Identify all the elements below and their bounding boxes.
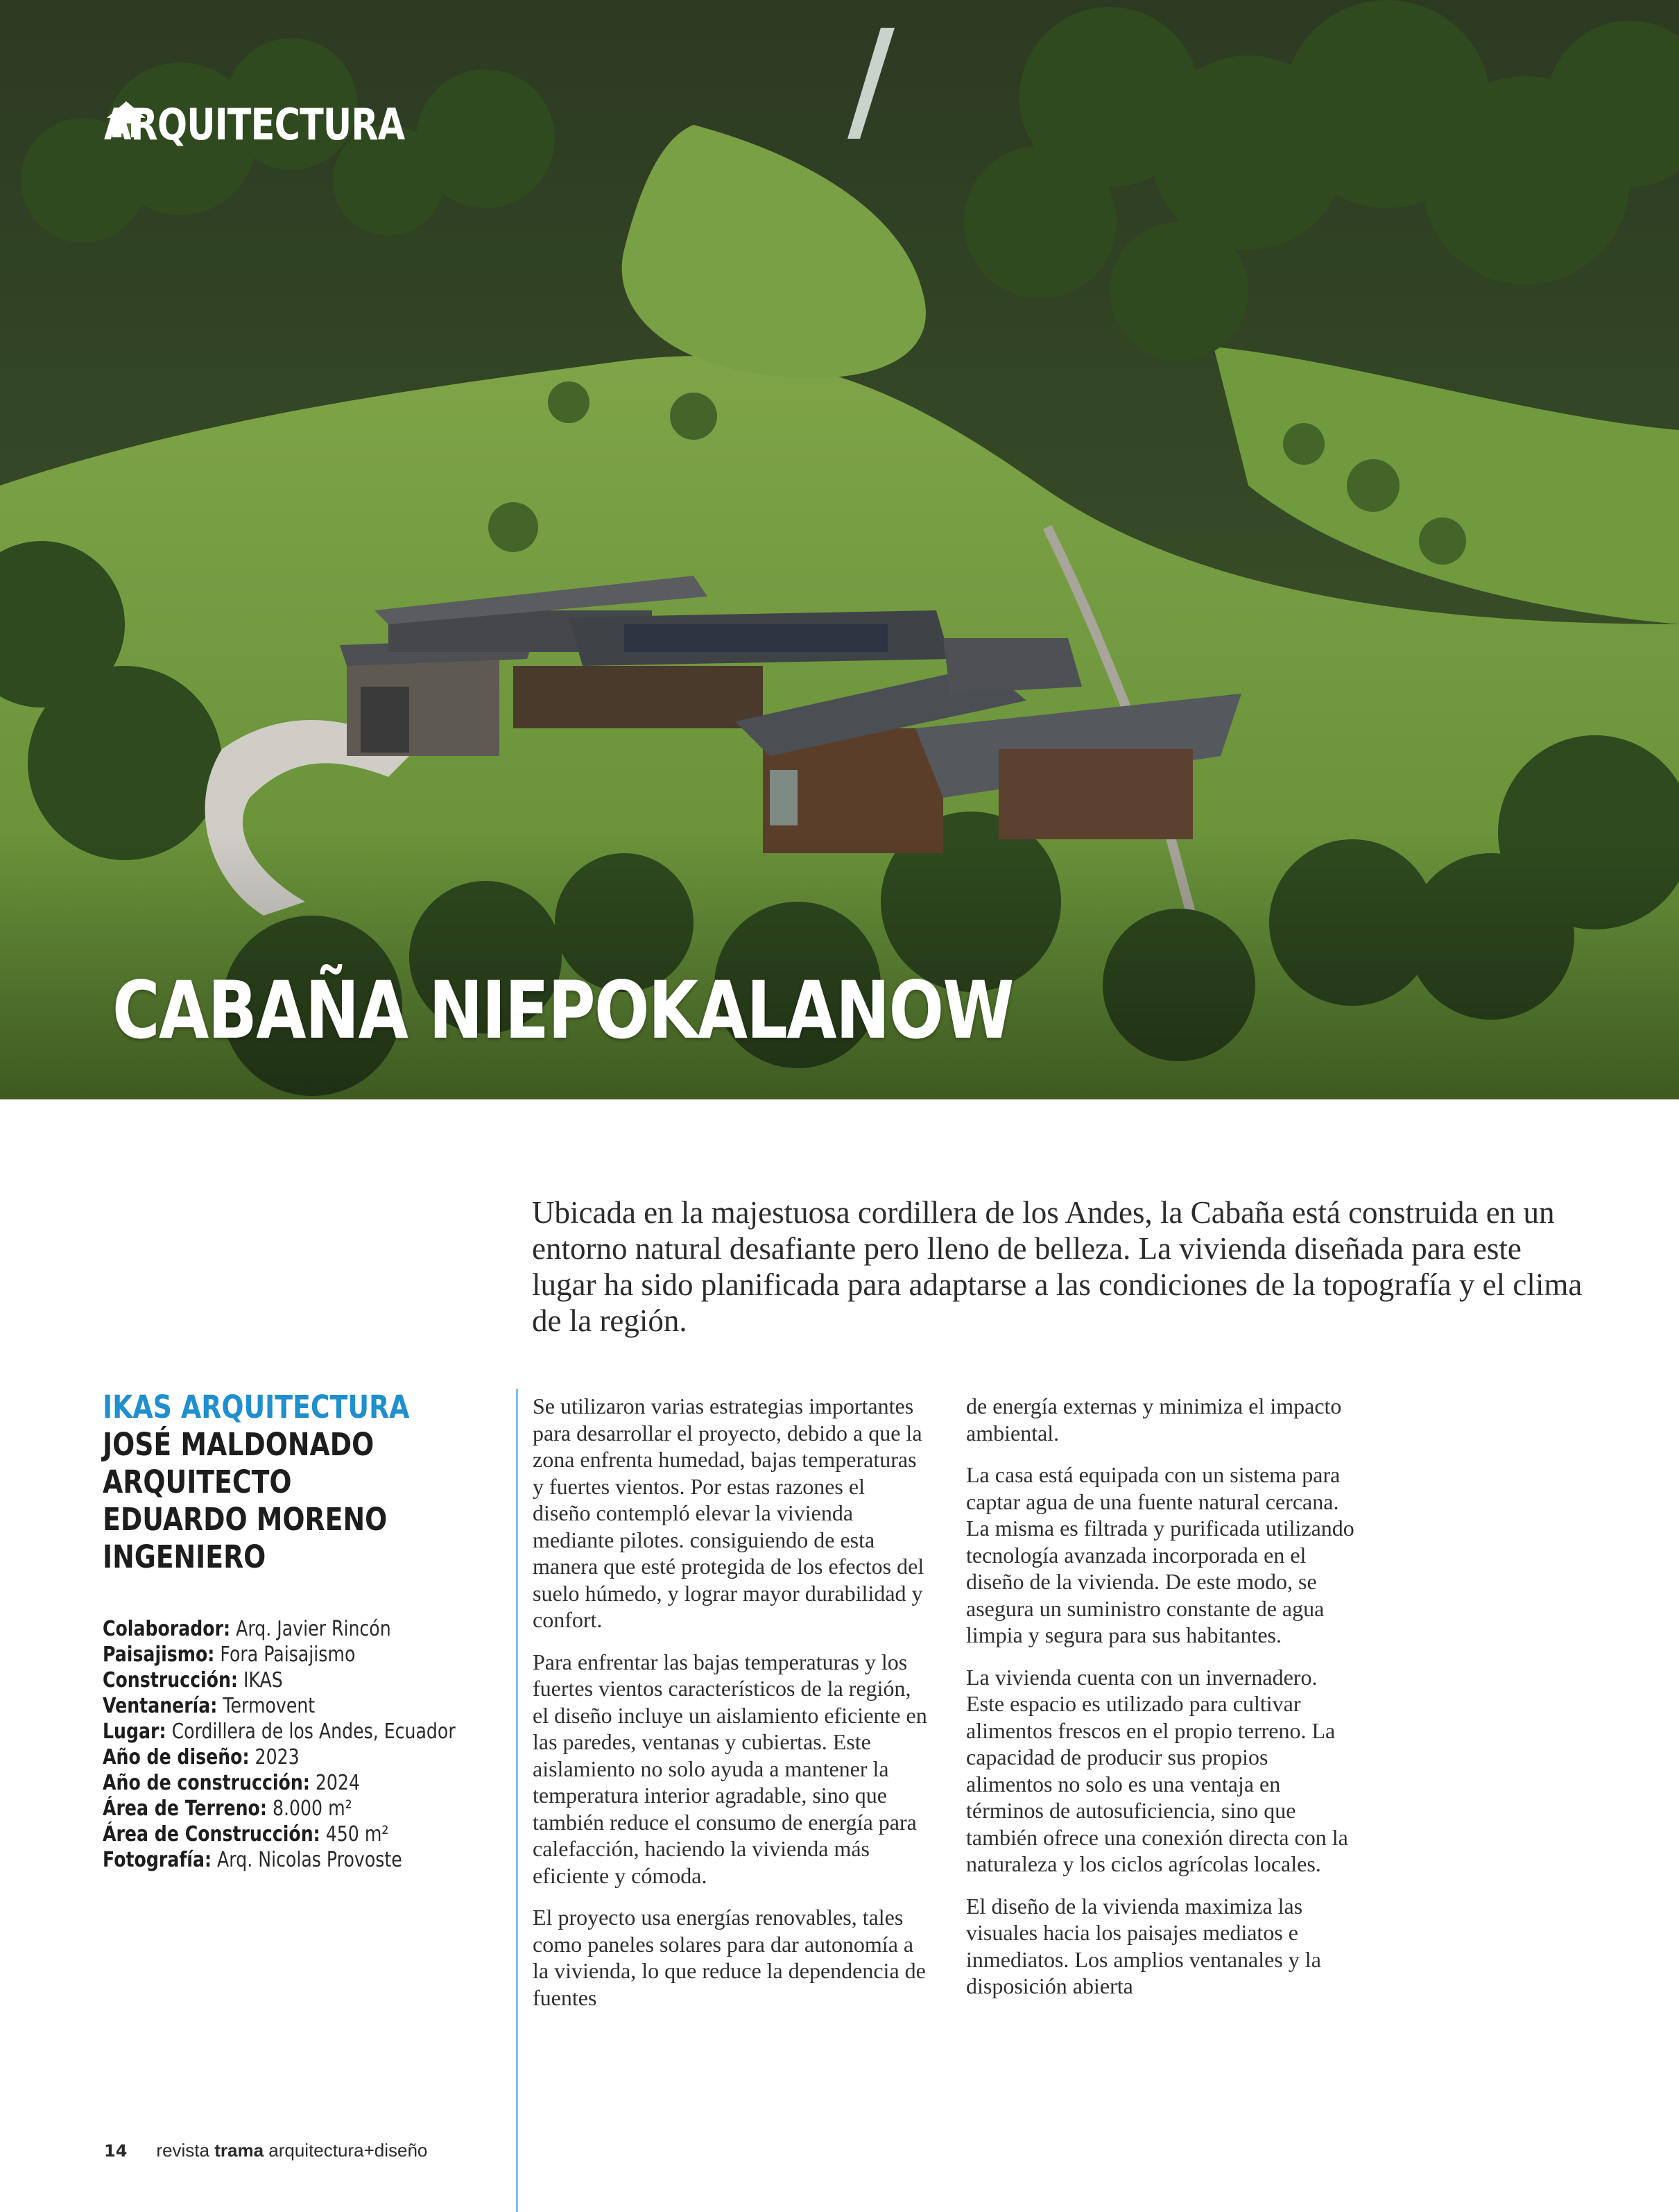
spec-label: Año de diseño: <box>103 1745 250 1769</box>
hero-photo <box>0 0 1679 1099</box>
spec-row <box>103 1667 452 1693</box>
page-footer <box>104 2140 427 2161</box>
spec-row <box>103 1719 456 1744</box>
body-column-2 <box>966 1393 1354 2015</box>
credit-role: ARQUITECTO <box>103 1464 292 1500</box>
spec-value: Arq. Javier Rincón <box>236 1617 391 1641</box>
spec-value: 8.000 m² <box>272 1797 352 1821</box>
body-paragraph: La casa está equipada con un sistema para captar agua de una fuente natural cercana. La misma es filtrada y purificada utilizando tecnología avanzada incorporada en el diseño de la vivienda. De este modo, se asegura un suministro constante de agua limpia y segura para sus habitantes. <box>966 1462 1354 1647</box>
credit-role: INGENIERO <box>103 1538 266 1575</box>
spec-label: Lugar: <box>103 1720 166 1744</box>
magazine-brand: trama <box>214 2140 264 2161</box>
spec-value: Cordillera de los Andes, Ecuador <box>171 1720 456 1744</box>
credit-name: EDUARDO MORENO <box>103 1501 388 1538</box>
body-paragraph: El proyecto usa energías renovables, tales como paneles solares para dar autonomía a la vivienda, lo que reduce la dependencia de fuentes <box>533 1905 926 2010</box>
body-paragraph: Para enfrentar las bajas temperaturas y los fuertes vientos característicos de la región, el diseño incluye un aislamiento eficiente en las paredes, ventanas y cubiertas. Este aislamiento no solo ayuda a mantener la temperatura interior agradable, sino que también reduce el consumo de energía para calefacción, haciendo la vivienda más eficiente y cómoda. <box>533 1649 927 1888</box>
article-title: CABAÑA NIEPOKALANOW <box>112 964 1013 1056</box>
spec-value: 2024 <box>315 1771 361 1795</box>
spec-value: 2023 <box>255 1745 300 1769</box>
spec-value: Termovent <box>223 1694 316 1718</box>
spec-row <box>103 1847 452 1873</box>
project-credits <box>103 1389 519 1873</box>
column-divider <box>516 1389 518 2212</box>
spec-row <box>103 1821 452 1847</box>
spec-row <box>103 1642 452 1667</box>
credit-name: JOSÉ MALDONADO <box>103 1426 374 1463</box>
spec-value: Arq. Nicolas Provoste <box>217 1848 402 1872</box>
spec-row <box>103 1796 452 1821</box>
body-paragraph: de energía externas y minimiza el impacto ambiental. <box>966 1394 1342 1446</box>
magazine-prefix: revista <box>156 2140 215 2161</box>
spec-row <box>103 1616 452 1642</box>
spec-label: Colaborador: <box>103 1617 231 1641</box>
lead-paragraph: Ubicada en la majestuosa cordillera de los Andes, la Cabaña está construida en un entorno natural desafiante pero lleno de belleza. La vivienda diseñada para este lugar ha sido planificada para adaptarse a las condiciones de la topografía y el clima de la región. <box>532 1195 1583 1338</box>
spec-value: IKAS <box>243 1668 283 1692</box>
spec-value: Fora Paisajismo <box>220 1643 356 1667</box>
spec-label: Fotografía: <box>103 1848 212 1872</box>
spec-row <box>103 1693 452 1719</box>
spec-value: 450 m² <box>325 1822 389 1846</box>
section-tag <box>104 97 470 153</box>
spec-label: Año de construcción: <box>103 1771 310 1795</box>
magazine-suffix: arquitectura+diseño <box>264 2140 428 2161</box>
landscape-illustration <box>0 0 1679 1099</box>
spec-label: Construcción: <box>103 1668 239 1692</box>
body-column-1 <box>533 1393 928 2026</box>
spec-label: Paisajismo: <box>103 1643 215 1667</box>
firm-name: IKAS ARQUITECTURA <box>103 1389 410 1425</box>
body-paragraph: Se utilizaron varias estrategias importantes para desarrollar el proyecto, debido a que la zona enfrenta humedad, bajas temperaturas y fuertes vientos. Por estas razones el diseño contempló elevar la vivienda mediante pilotes. consiguiendo de esta manera que esté protegida de los efectos del suelo húmedo, y lograr mayor durabilidad y confort. <box>533 1394 924 1632</box>
section-label: ARQUITECTURA <box>104 99 405 150</box>
spec-list <box>103 1616 519 1873</box>
spec-label: Área de Construcción: <box>103 1822 320 1846</box>
spec-label: Ventanería: <box>103 1694 218 1718</box>
body-paragraph: El diseño de la vivienda maximiza las visuales hacia los paisajes mediatos e inmediatos. Los amplios ventanales y la disposición abierta <box>966 1893 1321 1998</box>
spec-row <box>103 1744 452 1770</box>
page-number: 14 <box>104 2141 128 2161</box>
spec-label: Área de Terreno: <box>103 1797 267 1821</box>
body-paragraph: La vivienda cuenta con un invernadero. Este espacio es utilizado para cultivar alimentos frescos en el propio terreno. La capacidad de producir sus propios alimentos no solo es una ventaja en términos de autosuficiencia, sino que también ofrece una conexión directa con la naturaleza y los ciclos agrícolas locales. <box>966 1664 1348 1876</box>
spec-row <box>103 1770 452 1796</box>
